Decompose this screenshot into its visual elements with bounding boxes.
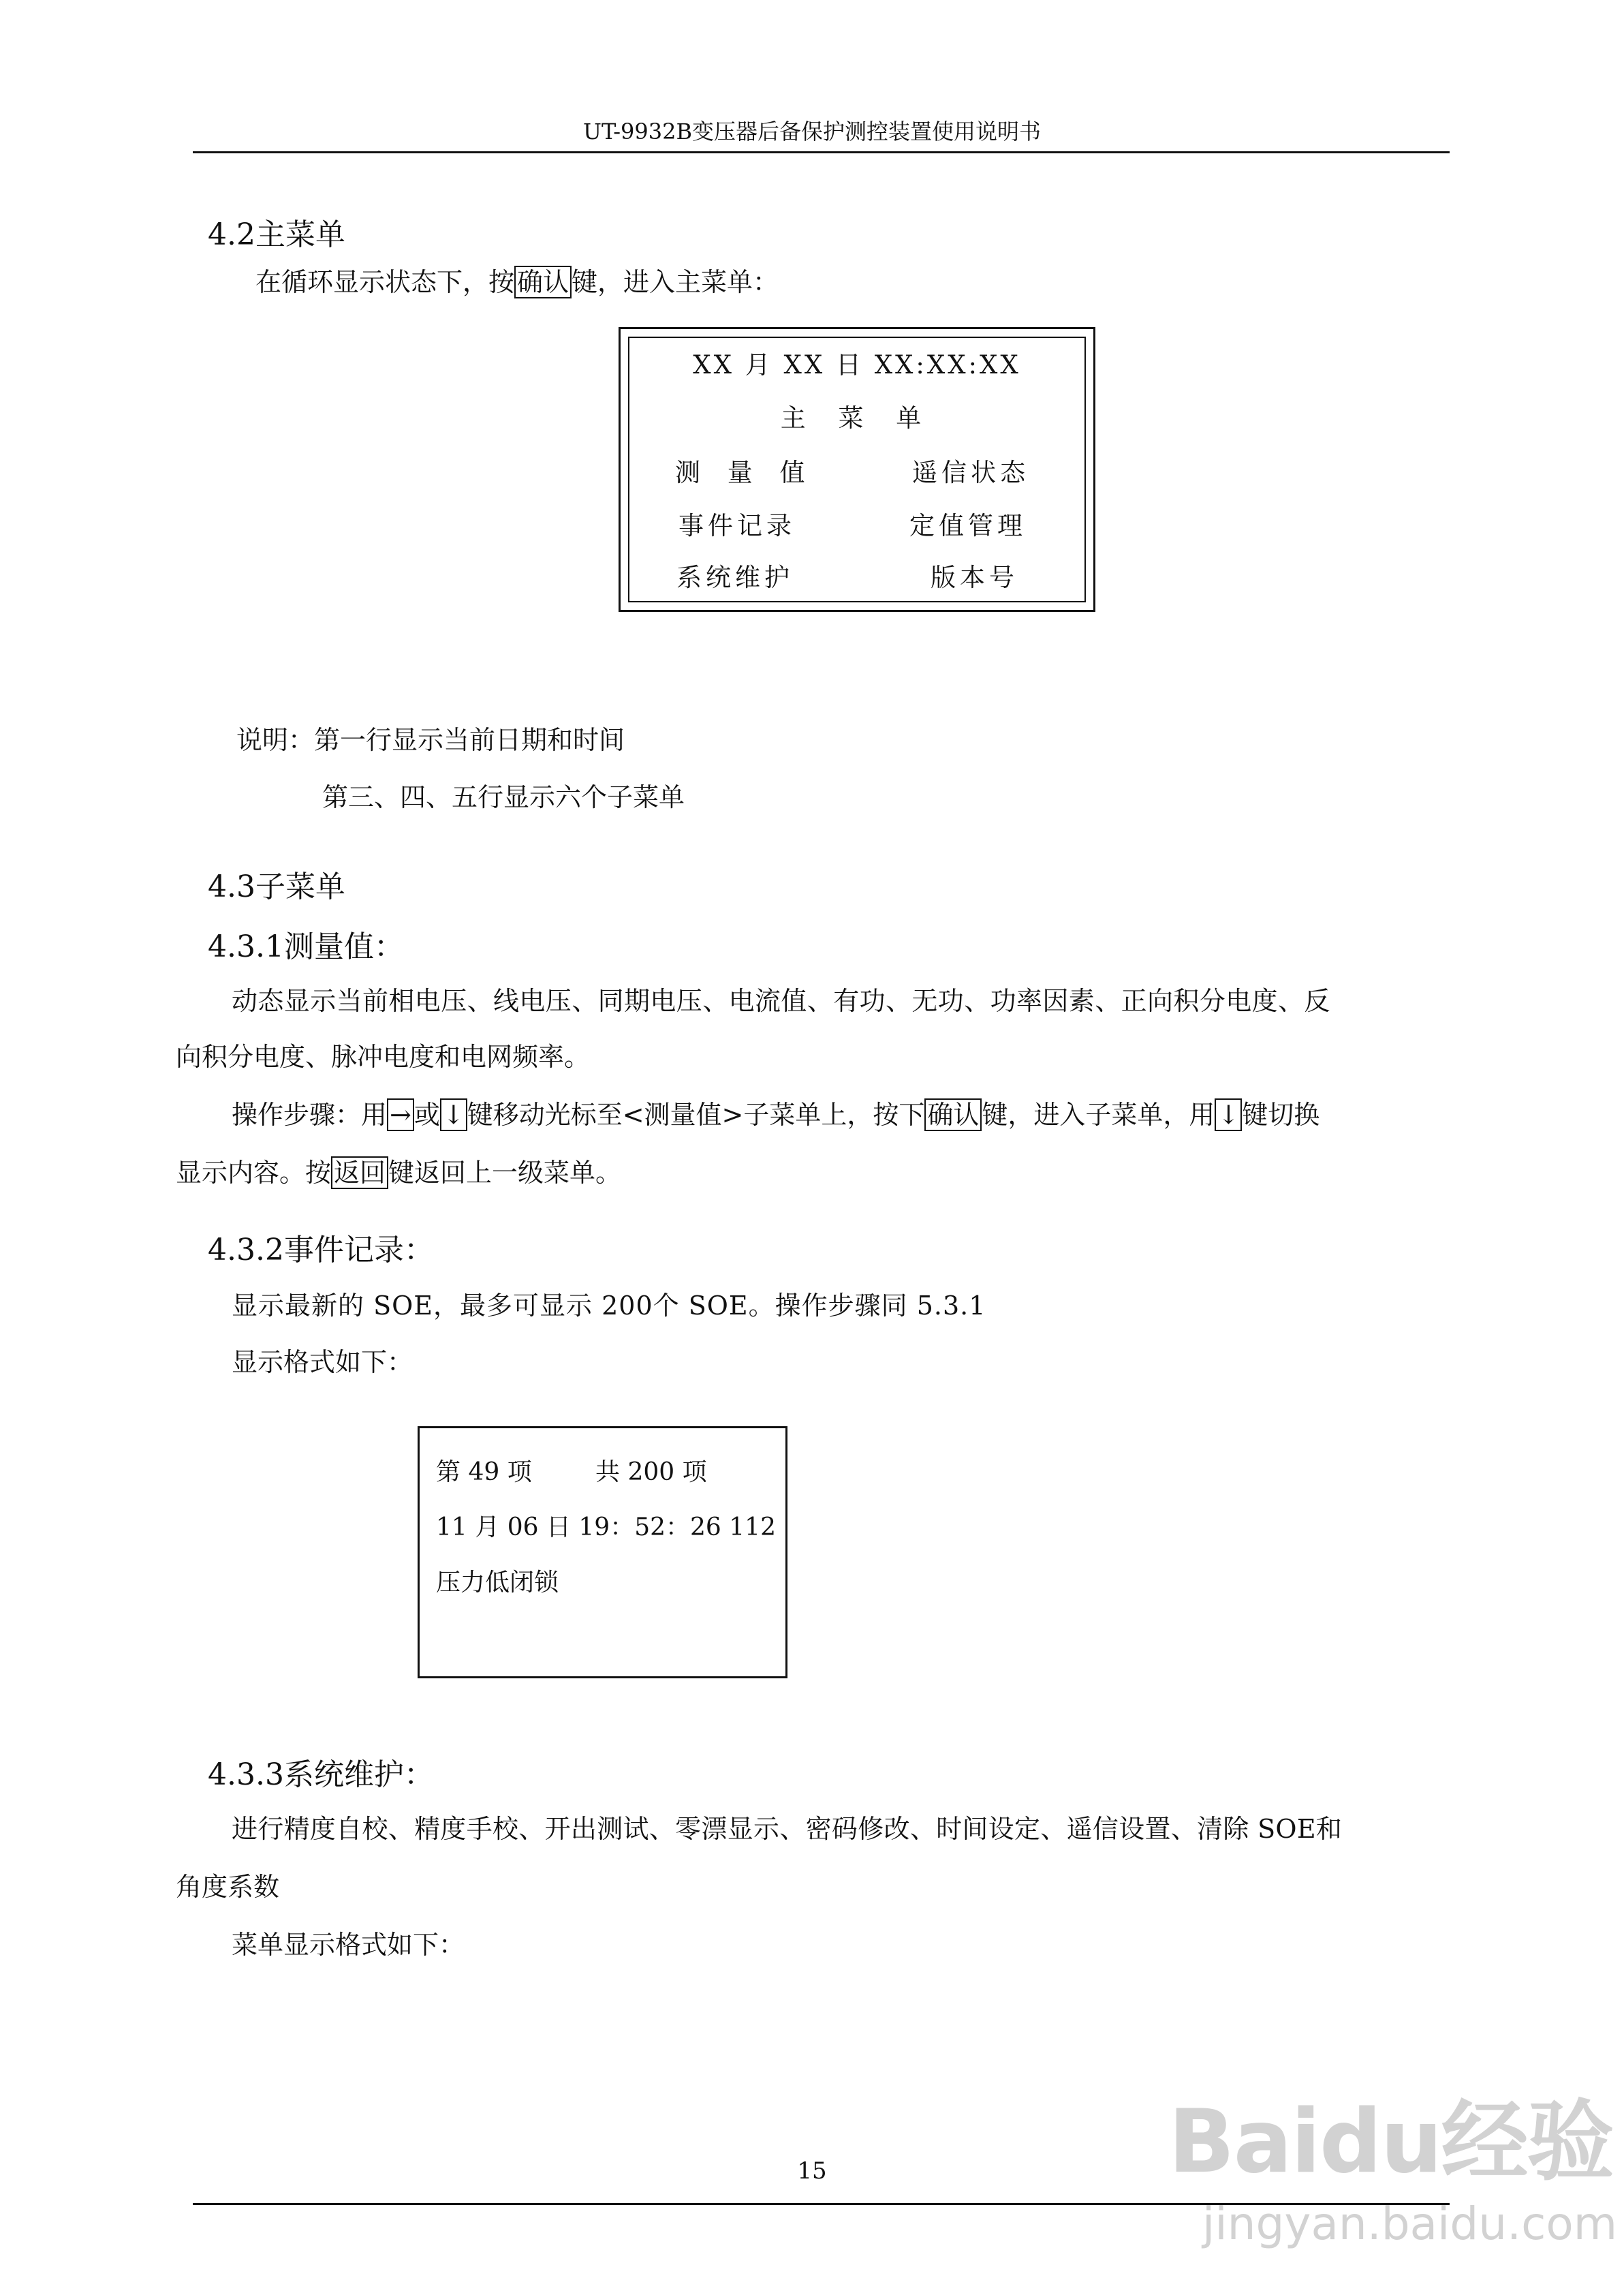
soe-event-name: 压力低闭锁 — [436, 1569, 559, 1597]
page-number: 15 — [797, 2157, 827, 2185]
steps-line2-text-b: 键返回上一级菜单。 — [388, 1158, 622, 1188]
menu-item-system-maint: 系统维护 — [676, 563, 794, 592]
section-4-2-heading: 4.2主菜单 — [208, 217, 345, 252]
menu-item-measure: 测 量 值 — [675, 458, 815, 487]
steps-text-a: 操作步骤：用 — [232, 1100, 388, 1130]
section-4-3-3-heading: 4.3.3系统维护： — [208, 1757, 434, 1792]
menu-item-setting-mgmt: 定值管理 — [909, 511, 1027, 540]
menu-item-event-record: 事件记录 — [678, 511, 796, 540]
steps-text-e: 键切换 — [1242, 1100, 1320, 1130]
steps-text-b: 或 — [413, 1100, 440, 1130]
section-4-2-intro — [255, 266, 779, 298]
soe-event-display — [418, 1426, 787, 1678]
maint-desc-line-2: 角度系数 — [176, 1872, 280, 1902]
soe-item-index: 第 49 项 — [436, 1458, 532, 1486]
intro-text-before: 在循环显示状态下，按 — [255, 267, 515, 297]
section-4-3-2-heading: 4.3.2事件记录： — [208, 1233, 434, 1267]
steps-text-c: 键移动光标至<测量值>子菜单上，按下 — [467, 1100, 925, 1130]
measure-steps-line-2 — [176, 1156, 621, 1189]
menu-item-version: 版本号 — [931, 563, 1018, 592]
menu-item-remote-signal: 遥信状态 — [912, 458, 1029, 487]
confirm-key-box: 确认 — [924, 1098, 982, 1131]
header-rule — [193, 151, 1450, 153]
note-line-2: 第三、四、五行显示六个子菜单 — [322, 782, 685, 812]
steps-text-d: 键，进入子菜单，用 — [982, 1100, 1215, 1130]
watermark-url: jingyan.baidu.com — [1202, 2198, 1618, 2250]
maint-format-intro: 菜单显示格式如下： — [232, 1930, 465, 1960]
right-arrow-key-icon: → — [387, 1098, 414, 1131]
back-key-box: 返回 — [331, 1156, 388, 1189]
confirm-key-box: 确认 — [514, 266, 572, 298]
measure-desc-line-1: 动态显示当前相电压、线电压、同期电压、电流值、有功、无功、功率因素、正向积分电度、反 — [232, 986, 1330, 1016]
down-arrow-key-icon: ↓ — [1215, 1098, 1242, 1131]
steps-line2-text-a: 显示内容。按 — [176, 1158, 332, 1188]
main-menu-display — [619, 327, 1095, 612]
note-line-1: 说明：第一行显示当前日期和时间 — [236, 725, 625, 755]
down-arrow-key-icon: ↓ — [440, 1098, 467, 1131]
maint-desc-line-1: 进行精度自校、精度手校、开出测试、零漂显示、密码修改、时间设定、遥信设置、清除 SOE和 — [232, 1814, 1343, 1844]
soe-timestamp: 11 月 06 日 19：52：26 112 — [436, 1513, 776, 1541]
measure-desc-line-2: 向积分电度、脉冲电度和电网频率。 — [176, 1042, 591, 1072]
intro-text-after: 键，进入主菜单： — [572, 267, 779, 297]
soe-item-total: 共 200 项 — [595, 1458, 707, 1486]
event-desc-line: 显示最新的 SOE，最多可显示 200个 SOE。操作步骤同 5.3.1 — [232, 1291, 986, 1321]
section-4-3-1-heading: 4.3.1测量值： — [208, 929, 404, 964]
measure-steps-line-1 — [232, 1098, 1320, 1131]
baidu-jingyan-watermark-logo: Baidu经验 — [1168, 2091, 1613, 2193]
menu-datetime-row: XX 月 XX 日 XX:XX:XX — [693, 350, 1021, 380]
document-header-title: UT-9932B变压器后备保护测控装置使用说明书 — [583, 119, 1041, 144]
section-4-3-heading: 4.3子菜单 — [208, 869, 345, 904]
menu-title-row: 主 菜 单 — [780, 403, 934, 433]
event-format-intro: 显示格式如下： — [232, 1347, 413, 1377]
